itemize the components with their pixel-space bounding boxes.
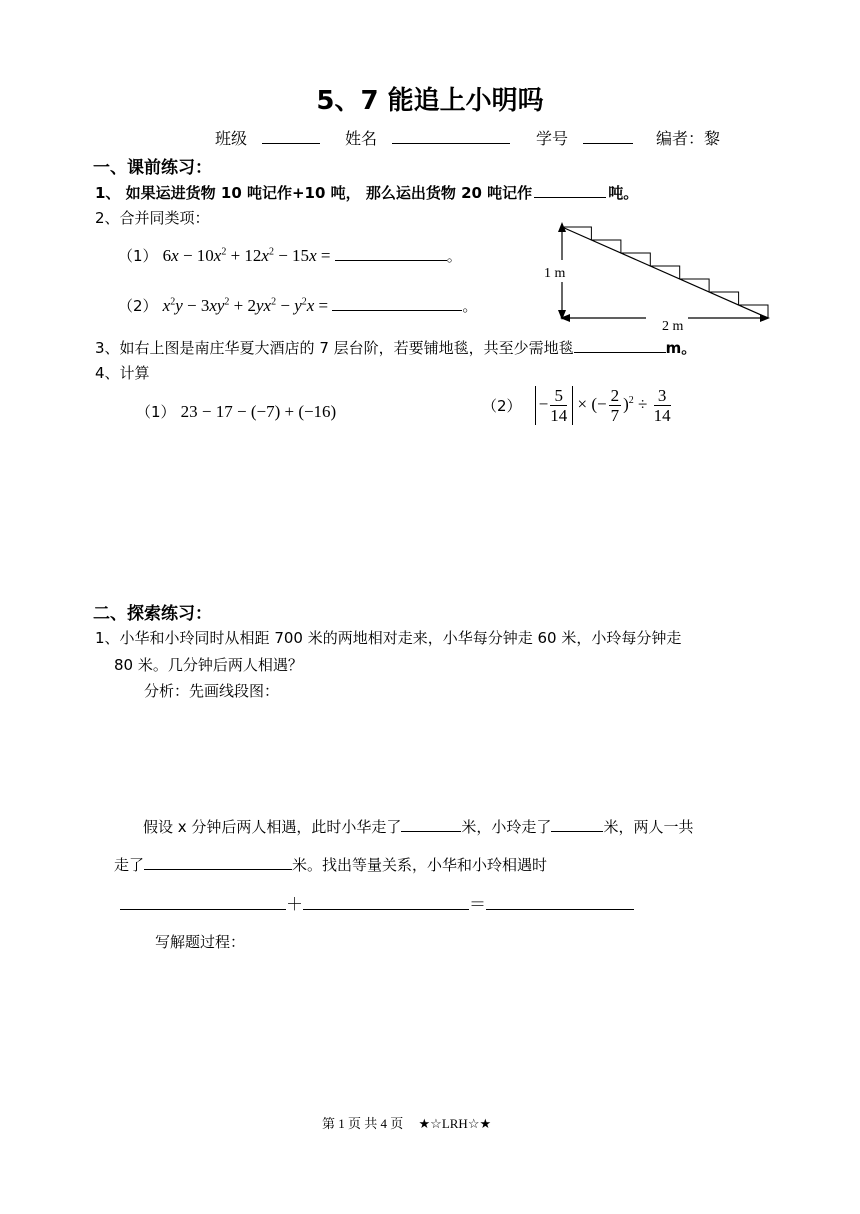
q4-1-expression: 23 − 17 − (−7) + (−16): [180, 402, 337, 421]
walked-text-b: 米。找出等量关系，小华和小玲相遇时: [292, 856, 548, 874]
q2-2-end: 。: [462, 297, 478, 315]
name-blank[interactable]: [392, 127, 510, 144]
q4-text: 4、计算: [95, 364, 150, 382]
process-label: 写解题过程：: [155, 933, 246, 951]
q1-blank[interactable]: [534, 181, 606, 198]
footer: [322, 1113, 491, 1132]
q3-unit: m。: [665, 339, 697, 357]
q2-1-end: 。: [446, 247, 462, 265]
height-label: 1 m: [544, 266, 566, 281]
equation-right-blank[interactable]: [486, 893, 634, 910]
q3-text: 3、如右上图是南庄华夏大酒店的 7 层台阶，若要铺地毯，共至少需地毯: [95, 339, 574, 357]
xiaoling-distance-blank[interactable]: [551, 815, 603, 832]
q2-1-blank[interactable]: [335, 244, 447, 261]
width-label: 2 m: [662, 319, 684, 334]
name-label: 姓名: [345, 129, 378, 148]
assume-text-b: 米，小玲走了: [461, 818, 552, 836]
page-info: 第 1 页 共 4 页: [322, 1116, 404, 1131]
q4-1: [136, 401, 336, 422]
q4-2: [482, 386, 673, 425]
q2-text: 2、合并同类项：: [95, 209, 210, 227]
id-label: 学号: [536, 129, 569, 148]
equation-line: [120, 890, 634, 915]
analysis-text: 分析：先画线段图：: [144, 682, 280, 700]
section1-heading: 一、课前练习：: [93, 158, 212, 178]
s2-q1-line2: 80 米。几分钟后两人相遇？: [114, 656, 303, 674]
q1: [95, 181, 638, 203]
footer-tag: ★☆LRH☆★: [418, 1116, 492, 1131]
huahua-distance-blank[interactable]: [401, 815, 461, 832]
class-blank[interactable]: [262, 127, 320, 144]
staircase-figure: [538, 220, 778, 335]
assume-text-c: 米，两人一共: [603, 818, 694, 836]
plus-sign: ＋: [286, 895, 303, 915]
s2-q1-line1: 1、小华和小玲同时从相距 700 米的两地相对走来，小华每分钟走 60 米，小玲每分钟走: [95, 629, 682, 647]
walked-text-a: 走了: [114, 856, 145, 874]
assume-line: [143, 815, 693, 837]
section2-heading: 二、探索练习：: [93, 604, 212, 624]
id-blank[interactable]: [583, 127, 633, 144]
q2-1-label: （1）: [118, 247, 158, 265]
name-field: [345, 126, 510, 149]
total-distance-blank[interactable]: [144, 853, 292, 870]
q2-2-label: （2）: [118, 297, 158, 315]
class-field: [215, 126, 320, 149]
q4-2-label: （2）: [482, 397, 522, 415]
page-title: 5、7 能追上小明吗: [316, 86, 544, 116]
hypotenuse-line: [562, 227, 768, 318]
q1-unit: 吨。: [608, 184, 639, 202]
q3: [95, 336, 696, 358]
walked-line: [114, 853, 547, 875]
q4-2-expression: − $\frac{5}{14}$ × (− $\frac{2}{7}$ )$^2$ ÷ $\frac{3}{14}$: [535, 386, 673, 425]
equation-middle-blank[interactable]: [303, 893, 469, 910]
id-field: [536, 126, 633, 149]
q2-1: [118, 244, 462, 266]
q2-1-expression: $6x - 10x^2 + 12x^2 - 15x$ =: [162, 246, 335, 265]
q3-blank[interactable]: [574, 336, 666, 353]
equals-sign: ＝: [469, 895, 486, 915]
class-label: 班级: [215, 129, 248, 148]
assume-text-a: 假设 x 分钟后两人相遇，此时小华走了: [143, 818, 402, 836]
q4-1-label: （1）: [136, 403, 176, 421]
q2-2-expression: $x^2y - 3xy^2 + 2yx^2 - y^2x$ =: [162, 296, 333, 315]
q2-2: [118, 294, 477, 316]
editor-label: 编者：黎: [656, 129, 721, 148]
equation-left-blank[interactable]: [120, 893, 286, 910]
q1-text: 1、 如果运进货物 10 吨记作+10 吨， 那么运出货物 20 吨记作: [95, 184, 533, 202]
q2-2-blank[interactable]: [332, 294, 462, 311]
